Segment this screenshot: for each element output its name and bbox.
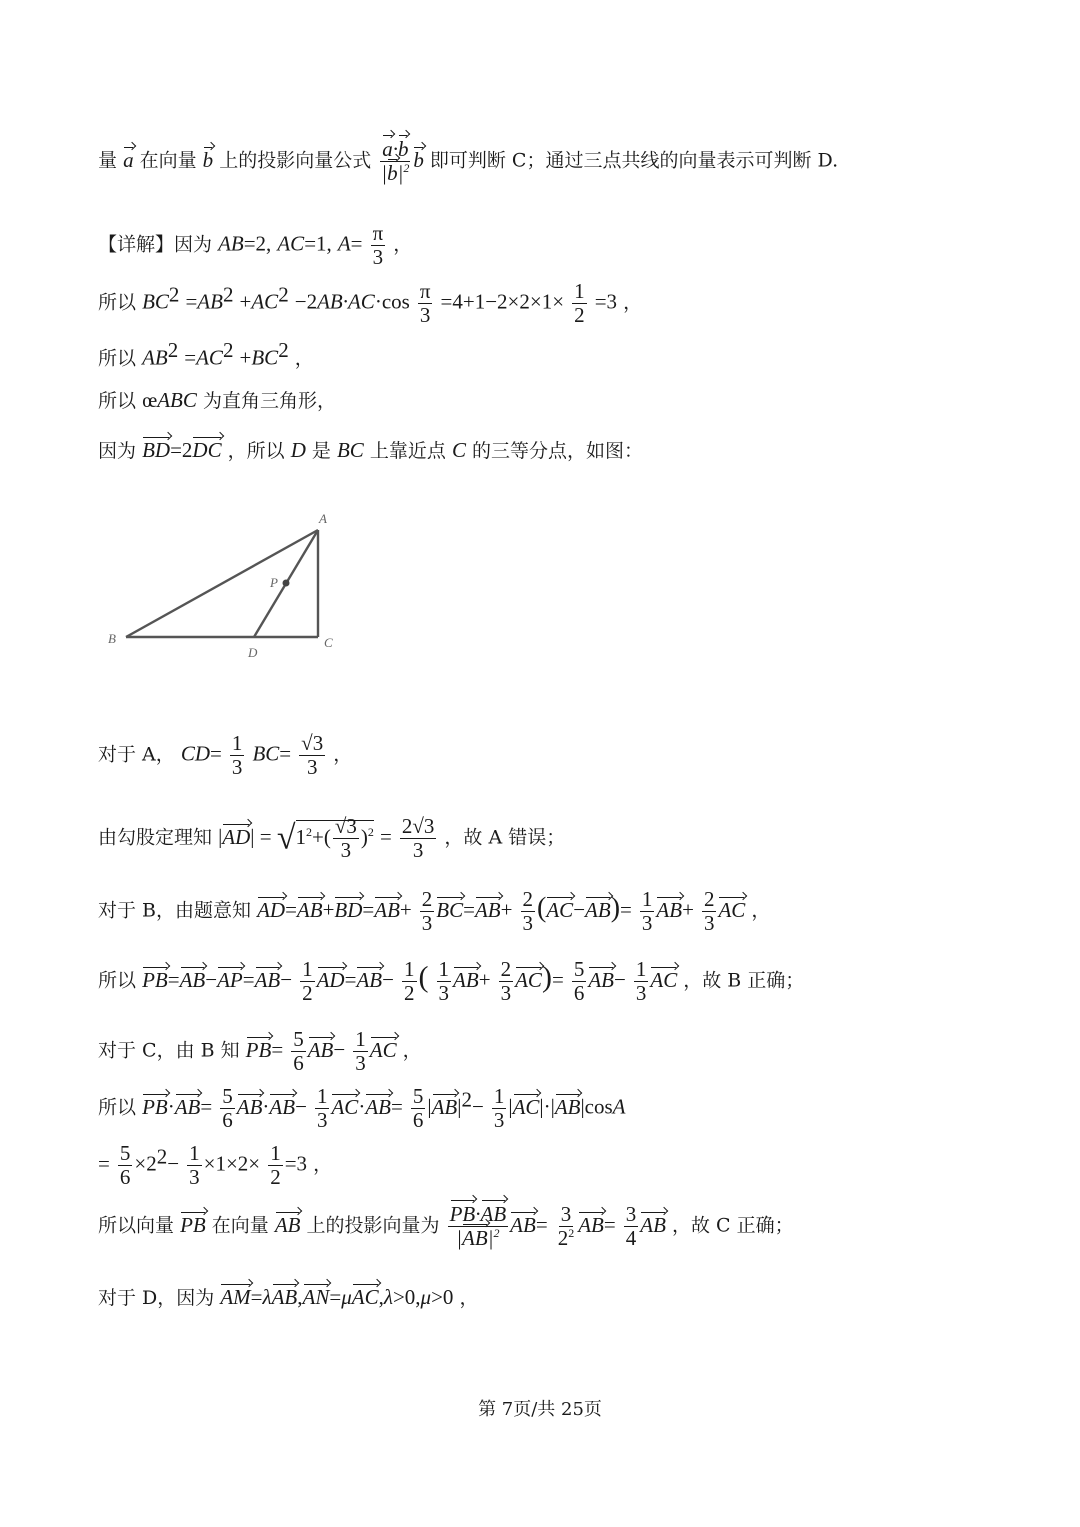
text: ，故 C 正确； <box>671 1214 794 1237</box>
math: PB <box>142 1094 168 1119</box>
text: ， <box>393 233 413 256</box>
text-line-14: 所以向量 PB 在向量 AB 上的投影向量为 $\frac{PB\cdot AB}{|AB|^2}$ AB= $\frac{3}{2^2}$ AB= $\frac{3}{4}$ AB ，故 C 正确； <box>98 1202 794 1251</box>
text: ， <box>333 743 353 766</box>
text: 对于 B，由题意知 <box>98 899 252 922</box>
text: 上的投影向量为 <box>306 1214 440 1237</box>
text-line-10: 所以 PB=AB−AP=AB− $\frac{1}{2}$ AD=AB− $\frac{1}{2}$ ( $\frac{1}{3}$ AB+ $\frac{2}{3}$ AC)= $\frac{5}{6}$ AB− $\frac{1}{3}$ AC ，故 B 正确； <box>98 957 805 1006</box>
text: 对于 A， <box>98 743 175 766</box>
text: 是 <box>311 440 331 462</box>
math: BC <box>142 289 169 314</box>
text-line-7: 对于 A， CD= $\frac{1}{3}$ BC= $\frac{√3}{3}$ ， <box>98 731 353 780</box>
text-line-1: 量 a 在向量 b 上的投影向量公式 $\frac{a\cdot b}{|b|^2}$ b 即可判断 C；通过三点共线的向量表示可判断 D. <box>98 137 839 186</box>
text: 所以向量 <box>98 1214 175 1237</box>
text: ，故 A 错误； <box>444 826 566 849</box>
text: 所以 <box>98 291 137 314</box>
text: 量 <box>98 149 118 172</box>
page-footer: 第 7页/共 25页 <box>478 1399 602 1420</box>
point-P <box>283 580 290 587</box>
triangle-figure <box>100 505 360 665</box>
label-C: C <box>324 635 333 650</box>
math: œ <box>142 388 158 412</box>
text-line-8: 由勾股定理知 $|AD| = √1^2+$( $\frac{√3}{3}$ )$^2$ = $\frac{2√3}{3}$ ，故 A 错误； <box>98 814 566 863</box>
text: ， <box>623 291 643 314</box>
text: 由勾股定理知 <box>98 826 213 849</box>
text: 所以 <box>98 969 137 992</box>
math: PB <box>142 967 168 992</box>
text: 因为 <box>98 440 137 462</box>
text: 在向量 <box>211 1214 269 1237</box>
text-line-15: 对于 D，因为 AM=λAB,AN=μAC,λ>0,μ>0 ， <box>98 1285 479 1309</box>
math: AD <box>257 897 286 922</box>
text: ， <box>402 1039 422 1062</box>
math: a <box>123 147 134 172</box>
text-line-4: 所以 $AB^2 =AC^2 +BC^2$ ， <box>98 338 314 370</box>
text: 为直角三角形， <box>202 390 336 412</box>
text: 在向量 <box>139 149 197 172</box>
math: AB <box>142 345 168 370</box>
label-D: D <box>248 645 258 660</box>
text: 所以 <box>98 390 137 412</box>
math: b <box>202 147 214 172</box>
text: ，故 B 正确； <box>683 969 805 992</box>
text: 对于 C，由 B 知 <box>98 1039 240 1062</box>
text: ， <box>313 1153 333 1176</box>
label-P: P <box>270 575 278 590</box>
math: PB <box>245 1037 272 1062</box>
text-line-3: 所以 $BC^2 =AB^2 +AC^2 -2AB\cdot AC\cdot\cos$ $\frac{\pi}{3}$ =4+1−2×2×1× $\frac{1}{2}$ =3 ， <box>98 279 643 328</box>
math: AB <box>218 231 244 256</box>
math: AD <box>222 824 251 849</box>
text-line-12: 所以 PB·AB= $\frac{5}{6}$ AB·AB− $\frac{1}{3}$ AC·AB= $\frac{5}{6}$ $|AB|^2-$ $\frac{1}{3}$ |AC|·|AB|cosA <box>98 1084 626 1133</box>
text: ， <box>459 1287 479 1309</box>
text-line-6: 因为 BD=2DC ，所以 D 是 BC 上靠近点 C 的三等分点，如图： <box>98 438 644 462</box>
math: AM <box>220 1285 251 1309</box>
text-line-2: 【详解】因为 AB=2, AC=1, A= $\frac{\pi}{3}$ ， <box>98 221 413 270</box>
text-line-5: 所以 œABC 为直角三角形， <box>98 388 336 412</box>
text-line-13: = $\frac{5}{6}$ $\times 2^2-$ $\frac{1}{3}$ ×1×2× $\frac{1}{2}$ =3 ， <box>98 1141 333 1190</box>
text: 所以 <box>98 1096 137 1119</box>
math: BD <box>142 438 171 462</box>
text: ， <box>294 347 314 370</box>
math: CD <box>180 741 210 766</box>
text: ， <box>751 899 771 922</box>
math: PB <box>180 1212 206 1237</box>
math: = <box>98 1151 110 1176</box>
label-A: A <box>319 511 327 526</box>
text: ，所以 <box>227 440 285 462</box>
text: 的三等分点，如图： <box>472 440 644 462</box>
text-line-9: 对于 B，由题意知 AD=AB+BD=AB+ $\frac{2}{3}$ BC=AB+ $\frac{2}{3}$ (AC−AB)= $\frac{1}{3}$ AB+ $\frac{2}{3}$ AC ， <box>98 887 771 936</box>
text: 上靠近点 <box>369 440 446 462</box>
text: 对于 D，因为 <box>98 1287 215 1309</box>
projection-formula: $\frac{a\cdot b}{|b|^2}$ <box>381 137 410 186</box>
text: 即可判断 C；通过三点共线的向量表示可判断 D. <box>429 149 839 172</box>
text-line-11: 对于 C，由 B 知 PB= $\frac{5}{6}$ AB− $\frac{1}{3}$ AC ， <box>98 1027 422 1076</box>
text: 所以 <box>98 347 137 370</box>
text: 【详解】因为 <box>98 233 213 256</box>
label-B: B <box>108 631 116 646</box>
text: 上的投影向量公式 <box>219 149 372 172</box>
